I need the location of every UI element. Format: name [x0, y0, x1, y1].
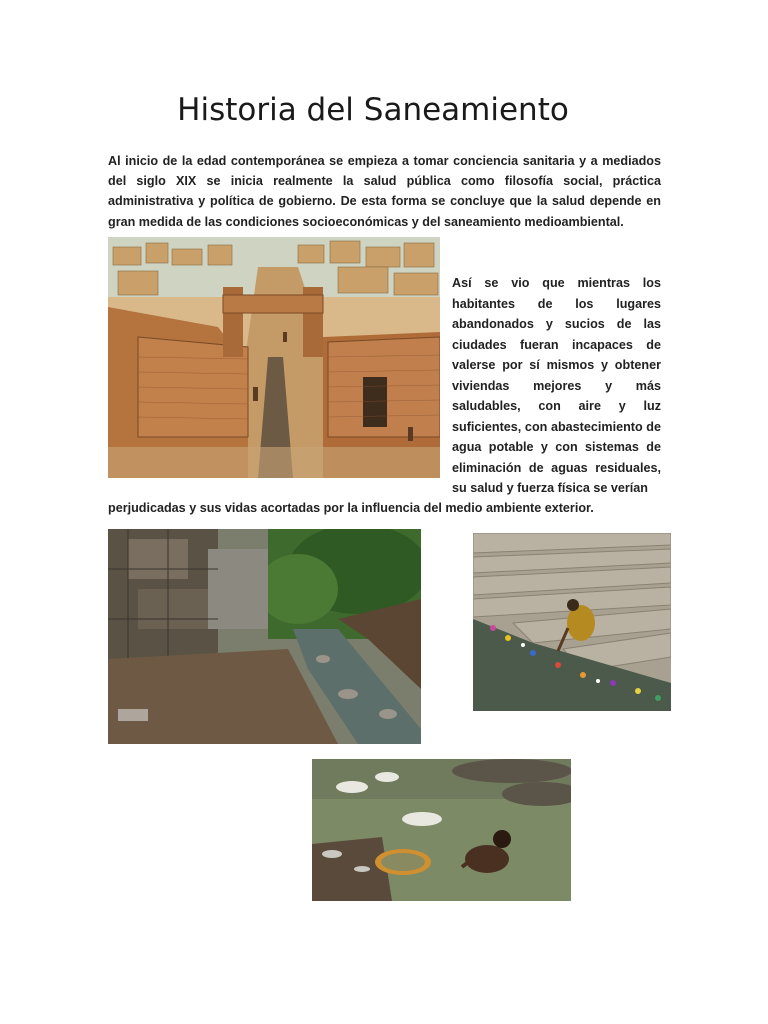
child-polluted-water-photo [312, 759, 571, 901]
ancient-city-illustration [108, 237, 440, 478]
page-title: Historia del Saneamiento [177, 92, 569, 128]
ghat-steps-photo [473, 533, 671, 711]
sanitation-paragraph: Así se vio que mientras los habitantes de los lugares abandonados y sucios de las ciudades fueran incapaces de valerse por sí mismos y obtener viviendas mejores y más saludables, con aire y luz suficientes, con abastecimiento de agua potable y con sistemas de eliminación de aguas residuales, su salud y fuerza física se verían [452, 276, 661, 495]
sanitation-paragraph-end: perjudicadas y sus vidas acortadas por la influencia del medio ambiente exterior. [108, 501, 594, 515]
slum-canal-photo [108, 529, 421, 744]
intro-paragraph: Al inicio de la edad contemporánea se empieza a tomar conciencia sanitaria y a mediados del siglo XIX se inicia realmente la salud pública como filosofía social, práctica administrativa y política de gobierno. De esta forma se concluye que la salud depende en gran medida de las condiciones socioeconómicas y del saneamiento medioambiental. [108, 154, 661, 229]
